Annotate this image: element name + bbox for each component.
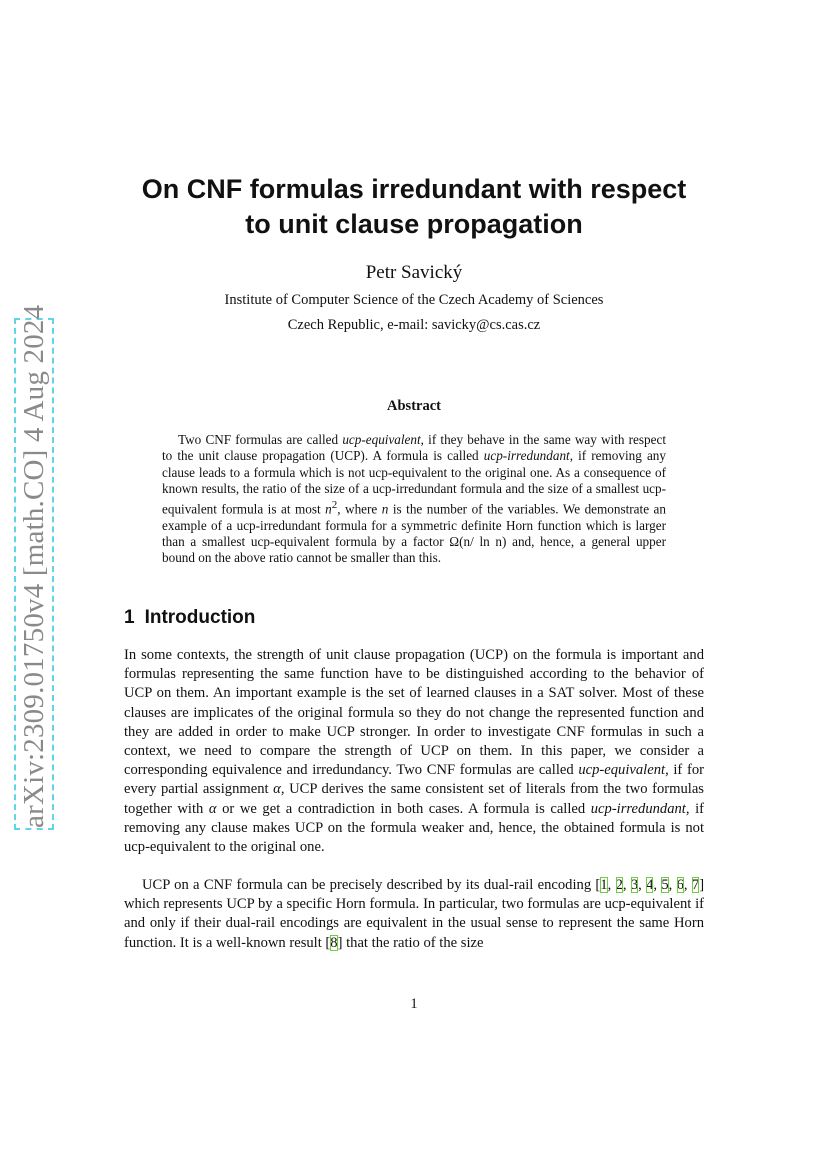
complexity-factor: Ω(n/ ln n): [449, 534, 507, 550]
intro-paragraph-2: UCP on a CNF formula can be precisely described by its dual-rail encoding [1, 2, 3, 4, 5, 6, 7] which represents UCP by a specific Horn formula. In particular, two formulas are ucp-equivalent if and only if their dual-rail encodings are equivalent in the usual sense to represent the same Horn function. It is a well-known result [8] that the ratio of the size: [124, 877, 705, 951]
paper-title: [110, 172, 718, 242]
author-contact: Czech Republic, e-mail: savicky@cs.cas.cz: [287, 317, 541, 333]
author-name: Petr Savický: [365, 262, 463, 283]
citation-link[interactable]: 5: [661, 877, 669, 893]
abstract-heading: Abstract: [387, 398, 441, 414]
citation-link[interactable]: 6: [676, 877, 684, 893]
section-title: Introduction: [144, 607, 256, 628]
title-line-2: to unit clause propagation: [245, 209, 583, 239]
section-number: 1: [124, 607, 135, 628]
citation-link[interactable]: 7: [691, 877, 700, 893]
citation-link[interactable]: 8: [330, 934, 338, 951]
citation-link[interactable]: 1: [600, 877, 608, 893]
abstract-text: Two CNF formulas are called ucp-equivalent, if they behave in the same way with respect to the unit clause propagation (UCP). A formula is called ucp-irredundant, if removing any clause leads to a formula which is not ucp-equivalent to the original one. As a consequence of known results, the ratio of the size of a ucp-irredundant formula and the size of a smallest ucp-equivalent formula is at most $n^2$, where n is the number of the variables. We demonstrate an example of a ucp-irredundant formula for a symmetric definite Horn function which is larger than a smallest ucp-equivalent formula by a factor Ω(n/ ln n) and, hence, a general upper bound on the above ratio cannot be smaller than this.: [162, 432, 666, 566]
arxiv-identifier[interactable]: arXiv:2309.01750v4 [math.CO] 4 Aug 2024: [18, 304, 50, 828]
citation-link[interactable]: 2: [615, 877, 623, 893]
title-line-1: On CNF formulas irredundant with respect: [141, 174, 687, 204]
intro-paragraph-1: In some contexts, the strength of unit clause propagation (UCP) on the formula is important and formulas representing the same function have to be distinguished according to the behavior of UCP on them. An important example is the set of learned clauses in a SAT solver. Most of these clauses are implicates of the original formula so they do not change the represented function and they are added in order to make UCP stronger. In order to investigate CNF formulas in such a context, we need to compare the strength of UCP on them. In this paper, we consider a corresponding equivalence and irredundancy. Two CNF formulas are called ucp-equivalent, if for every partial assignment α, UCP derives the same consistent set of literals from the two formulas together with α or we get a contradiction in both cases. A formula is called ucp-irredundant, if removing any clause makes UCP on the formula weaker and, hence, the obtained formula is not ucp-equivalent to the original one.: [124, 647, 704, 856]
citation-link[interactable]: 4: [646, 877, 654, 893]
section-heading-introduction: [124, 607, 255, 629]
page-number: 1: [410, 996, 418, 1012]
author-affiliation: Institute of Computer Science of the Czech Academy of Sciences: [224, 292, 604, 308]
citation-link[interactable]: 3: [630, 877, 639, 893]
